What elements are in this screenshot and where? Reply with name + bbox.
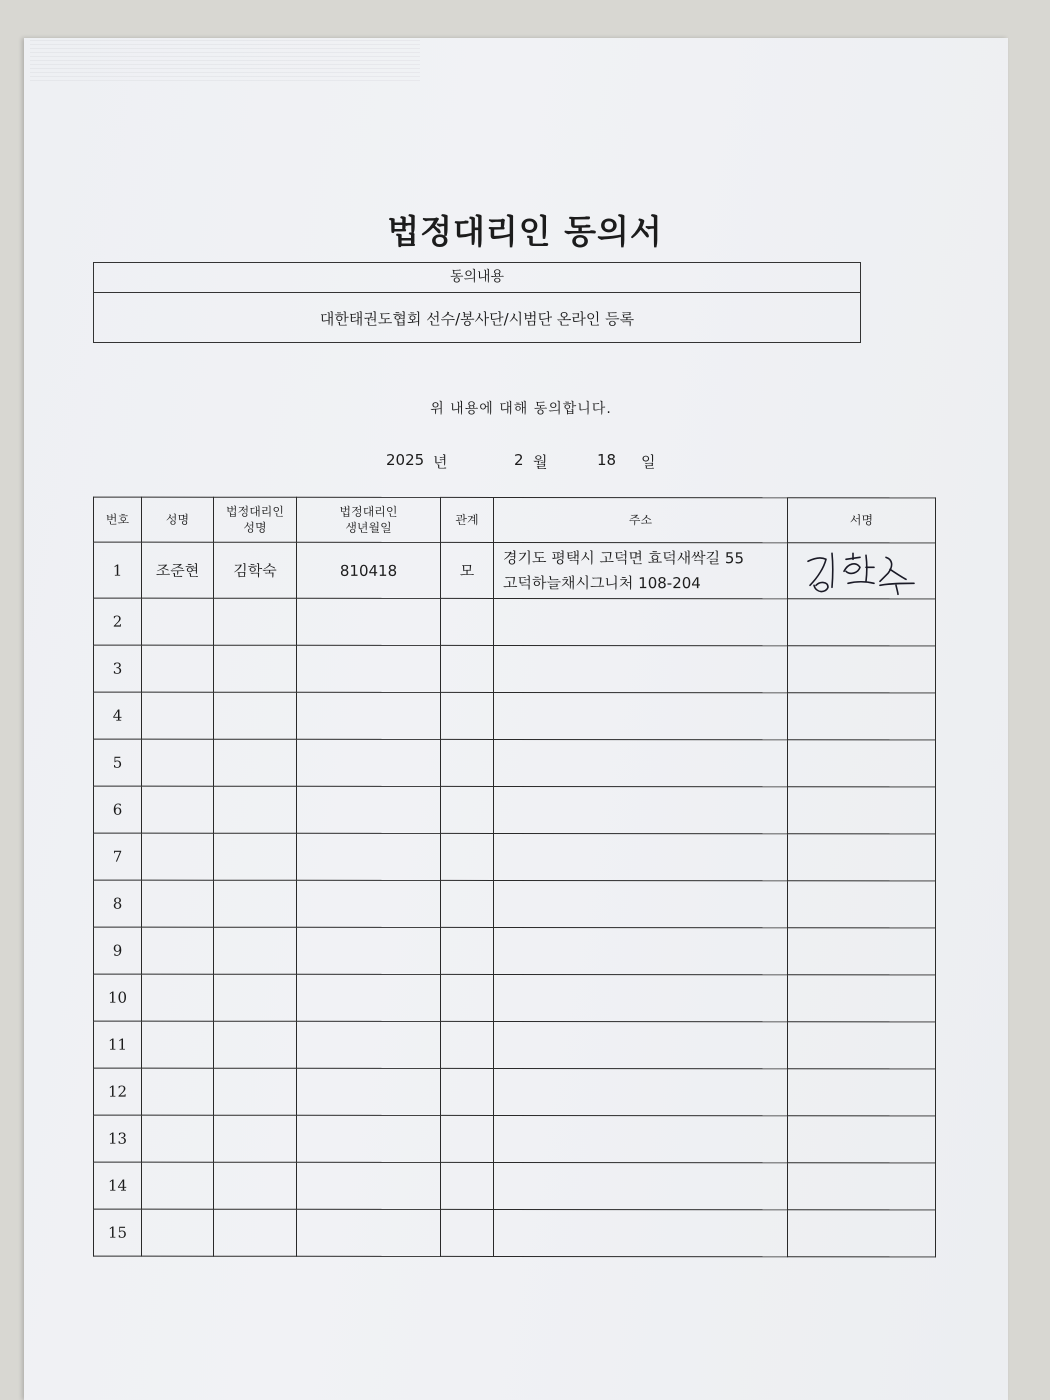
row-relation xyxy=(441,1162,494,1209)
header-relation: 관계 xyxy=(441,497,494,542)
row-guardian-birth xyxy=(297,1115,441,1162)
date-month: 2 xyxy=(514,451,524,469)
row-name xyxy=(142,645,214,692)
row-name xyxy=(142,739,214,786)
row-name xyxy=(142,692,214,739)
row-signature xyxy=(788,693,936,740)
table-row xyxy=(94,598,936,646)
header-guardian-name-line2: 성명 xyxy=(243,520,267,535)
consent-content: 대한태권도협회 선수/봉사단/시범단 온라인 등록 xyxy=(319,310,635,328)
row-name xyxy=(142,1068,214,1115)
row-relation xyxy=(441,645,494,692)
consent-box xyxy=(93,262,861,343)
row-guardian-birth xyxy=(297,1162,441,1209)
row-relation xyxy=(441,880,494,927)
row-relation xyxy=(441,974,494,1021)
row-guardian-birth xyxy=(297,1021,441,1068)
table-row xyxy=(94,880,936,928)
row-address xyxy=(494,786,788,833)
row-name xyxy=(142,1021,214,1068)
row-address xyxy=(494,645,788,692)
row-address xyxy=(494,927,788,974)
row-guardian-birth xyxy=(297,645,441,692)
date-year-unit: 년 xyxy=(433,453,448,471)
header-signature: 서명 xyxy=(788,498,936,543)
document-title: 법정대리인 동의서 xyxy=(387,212,663,251)
table-row xyxy=(94,1162,936,1210)
row-name xyxy=(142,927,214,974)
row-name xyxy=(142,974,214,1021)
date-year: 2025 xyxy=(386,451,425,469)
header-name: 성명 xyxy=(142,497,214,542)
date-month-unit: 월 xyxy=(533,453,548,471)
row-guardian-name xyxy=(214,739,297,786)
row-address xyxy=(494,880,788,927)
row-name xyxy=(142,880,214,927)
row-guardian-name xyxy=(214,645,297,692)
table-row xyxy=(94,786,936,834)
row-address-line1: 경기도 평택시 고덕면 효덕새싹길 55 xyxy=(503,548,745,567)
row-signature xyxy=(788,975,936,1022)
row-signature xyxy=(788,543,936,599)
row-guardian-birth xyxy=(297,880,441,927)
stacked-paper-edge xyxy=(30,40,420,84)
table-row xyxy=(94,927,936,975)
guardian-table xyxy=(93,497,936,1258)
row-relation xyxy=(441,833,494,880)
row-signature xyxy=(788,787,936,834)
header-guardian-name-line1: 법정대리인 xyxy=(226,504,284,519)
row-signature xyxy=(788,1022,936,1069)
row-signature xyxy=(788,928,936,975)
row-address-line2: 고덕하늘채시그니처 108-204 xyxy=(503,573,701,592)
row-relation xyxy=(441,1209,494,1256)
row-address xyxy=(494,833,788,880)
row-guardian-name xyxy=(214,1115,297,1162)
row-guardian-name xyxy=(214,927,297,974)
row-number: 15 xyxy=(94,1209,142,1256)
row-number: 10 xyxy=(94,974,142,1021)
row-number: 9 xyxy=(94,927,142,974)
row-signature xyxy=(788,881,936,928)
row-guardian-birth xyxy=(297,692,441,739)
header-guardian-name xyxy=(214,497,297,542)
table-row xyxy=(94,1068,936,1116)
row-address xyxy=(494,1162,788,1209)
row-signature xyxy=(788,1116,936,1163)
header-no: 번호 xyxy=(94,497,142,542)
row-guardian-name xyxy=(214,880,297,927)
row-guardian-birth xyxy=(297,739,441,786)
row-relation xyxy=(441,786,494,833)
row-address xyxy=(494,1068,788,1115)
row-guardian-birth xyxy=(297,786,441,833)
date-day: 18 xyxy=(597,451,617,469)
row-address xyxy=(494,1115,788,1162)
row-guardian-name xyxy=(214,598,297,645)
row-address xyxy=(494,542,788,598)
table-row xyxy=(94,645,936,693)
row-relation xyxy=(441,598,494,645)
row-number: 4 xyxy=(94,692,142,739)
row-guardian-birth xyxy=(297,927,441,974)
row-address xyxy=(494,598,788,645)
row-guardian-name xyxy=(214,1162,297,1209)
row-number: 14 xyxy=(94,1162,142,1209)
header-guardian-birth-line2: 생년월일 xyxy=(345,520,392,535)
row-guardian-name xyxy=(214,1068,297,1115)
row-guardian-birth xyxy=(297,1068,441,1115)
row-relation xyxy=(441,692,494,739)
row-relation xyxy=(441,927,494,974)
table-row xyxy=(94,974,936,1022)
row-signature xyxy=(788,1163,936,1210)
row-guardian-name xyxy=(214,1209,297,1256)
table-row xyxy=(94,692,936,740)
table-row xyxy=(94,1209,936,1257)
row-relation xyxy=(441,1068,494,1115)
consent-statement: 위 내용에 대해 동의합니다. xyxy=(430,401,612,417)
row-number: 3 xyxy=(94,645,142,692)
row-address xyxy=(494,1209,788,1256)
row-signature xyxy=(788,646,936,693)
row-number: 2 xyxy=(94,598,142,645)
row-signature xyxy=(788,1210,936,1257)
row-name xyxy=(142,1162,214,1209)
date-day-unit: 일 xyxy=(641,453,656,471)
row-name xyxy=(142,1209,214,1256)
table-row xyxy=(94,1021,936,1069)
row-number: 1 xyxy=(94,542,142,598)
row-guardian-name xyxy=(214,692,297,739)
header-guardian-birth-line1: 법정대리인 xyxy=(339,504,398,519)
row-address xyxy=(494,739,788,786)
row-number: 7 xyxy=(94,833,142,880)
row-number: 13 xyxy=(94,1115,142,1162)
row-number: 6 xyxy=(94,786,142,833)
row-relation: 모 xyxy=(441,542,494,598)
row-relation xyxy=(441,1115,494,1162)
row-signature xyxy=(788,599,936,646)
table-row xyxy=(94,542,936,599)
row-relation xyxy=(441,1021,494,1068)
consent-header: 동의내용 xyxy=(94,263,860,293)
row-guardian-name: 김학숙 xyxy=(214,542,297,598)
row-guardian-birth xyxy=(297,1209,441,1256)
row-number: 5 xyxy=(94,739,142,786)
row-name xyxy=(142,786,214,833)
row-name xyxy=(142,833,214,880)
row-number: 12 xyxy=(94,1068,142,1115)
row-guardian-birth: 810418 xyxy=(297,542,441,598)
row-guardian-name xyxy=(214,833,297,880)
table-row xyxy=(94,1115,936,1163)
row-guardian-birth xyxy=(297,598,441,645)
row-signature xyxy=(788,1069,936,1116)
table-header-row xyxy=(94,497,936,543)
row-relation xyxy=(441,739,494,786)
row-guardian-name xyxy=(214,974,297,1021)
row-guardian-name xyxy=(214,786,297,833)
row-guardian-name xyxy=(214,1021,297,1068)
header-guardian-birth xyxy=(297,497,441,542)
row-number: 8 xyxy=(94,880,142,927)
row-guardian-birth xyxy=(297,974,441,1021)
row-address xyxy=(494,974,788,1021)
handwritten-signature xyxy=(802,547,922,595)
row-name xyxy=(142,598,214,645)
row-address xyxy=(494,692,788,739)
table-row xyxy=(94,833,936,881)
row-signature xyxy=(788,834,936,881)
row-number: 11 xyxy=(94,1021,142,1068)
row-guardian-birth xyxy=(297,833,441,880)
row-name xyxy=(142,1115,214,1162)
table-row xyxy=(94,739,936,787)
row-signature xyxy=(788,740,936,787)
header-address: 주소 xyxy=(494,497,788,542)
row-address xyxy=(494,1021,788,1068)
row-name: 조준현 xyxy=(142,542,214,598)
